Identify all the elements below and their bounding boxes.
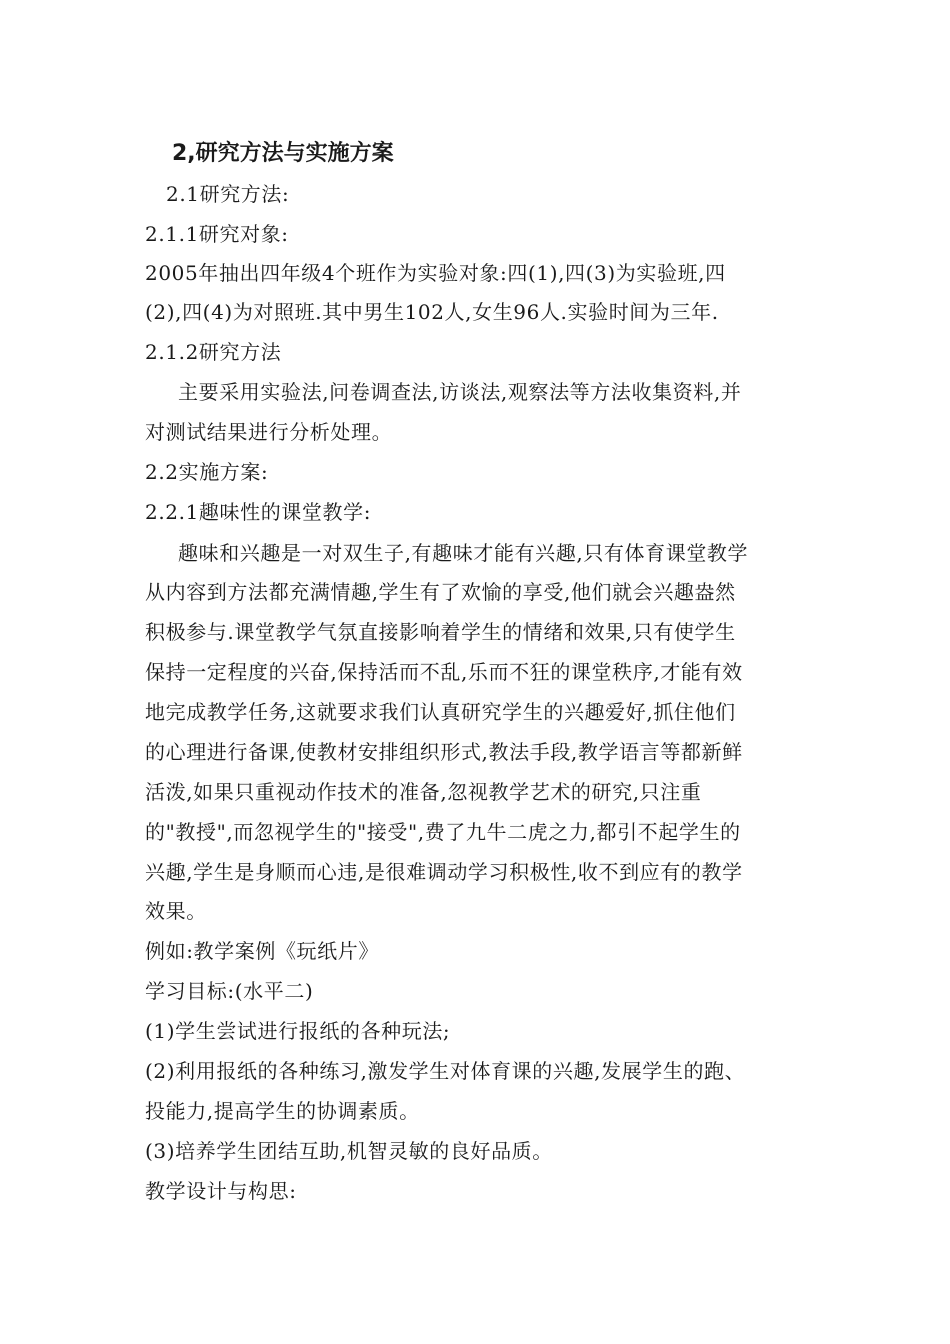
- paragraph-line: 的心理进行备课,使教材安排组织形式,教法手段,教学语言等都新鲜: [145, 740, 743, 764]
- subsection-heading-2-2: 2.2实施方案:: [145, 460, 269, 484]
- subsection-heading-2-1: 2.1研究方法:: [166, 182, 290, 206]
- subsection-heading-2-1-2: 2.1.2研究方法: [145, 340, 282, 364]
- subsection-heading-2-2-1: 2.2.1趣味性的课堂教学:: [145, 500, 372, 524]
- section-heading: 2,研究方法与实施方案: [172, 141, 394, 166]
- design-heading: 教学设计与构思:: [145, 1179, 297, 1203]
- goal-item-1: (1)学生尝试进行报纸的各种玩法;: [145, 1019, 451, 1043]
- paragraph-line: 主要采用实验法,问卷调查法,访谈法,观察法等方法收集资料,并: [178, 380, 742, 404]
- paragraph-line: 地完成教学任务,这就要求我们认真研究学生的兴趣爱好,抓住他们: [145, 700, 736, 724]
- paragraph-line: 效果。: [145, 899, 207, 923]
- paragraph-line: 活泼,如果只重视动作技术的准备,忽视教学艺术的研究,只注重: [145, 780, 702, 804]
- paragraph-line: 的"教授",而忽视学生的"接受",费了九牛二虎之力,都引不起学生的: [145, 820, 741, 844]
- paragraph-line: 2005年抽出四年级4个班作为实验对象:四(1),四(3)为实验班,四: [145, 261, 726, 285]
- subsection-heading-2-1-1: 2.1.1研究对象:: [145, 222, 289, 246]
- paragraph-line: 从内容到方法都充满情趣,学生有了欢愉的享受,他们就会兴趣盎然: [145, 580, 736, 604]
- learning-goals-heading: 学习目标:(水平二): [145, 979, 314, 1003]
- paragraph-line: (2),四(4)为对照班.其中男生102人,女生96人.实验时间为三年.: [145, 300, 719, 324]
- example-title: 例如:教学案例《玩纸片》: [145, 939, 379, 963]
- paragraph-line: 兴趣,学生是身顺而心违,是很难调动学习积极性,收不到应有的教学: [145, 860, 743, 884]
- goal-item-3: (3)培养学生团结互助,机智灵敏的良好品质。: [145, 1139, 553, 1163]
- goal-item-2: (2)利用报纸的各种练习,激发学生对体育课的兴趣,发展学生的跑、: [145, 1059, 746, 1083]
- paragraph-line: 趣味和兴趣是一对双生子,有趣味才能有兴趣,只有体育课堂教学: [178, 541, 749, 565]
- goal-item-2-cont: 投能力,提高学生的协调素质。: [145, 1099, 420, 1123]
- paragraph-line: 保持一定程度的兴奋,保持活而不乱,乐而不狂的课堂秩序,才能有效: [145, 660, 743, 684]
- paragraph-line: 积极参与.课堂教学气氛直接影响着学生的情绪和效果,只有使学生: [145, 620, 736, 644]
- paragraph-line: 对测试结果进行分析处理。: [145, 420, 393, 444]
